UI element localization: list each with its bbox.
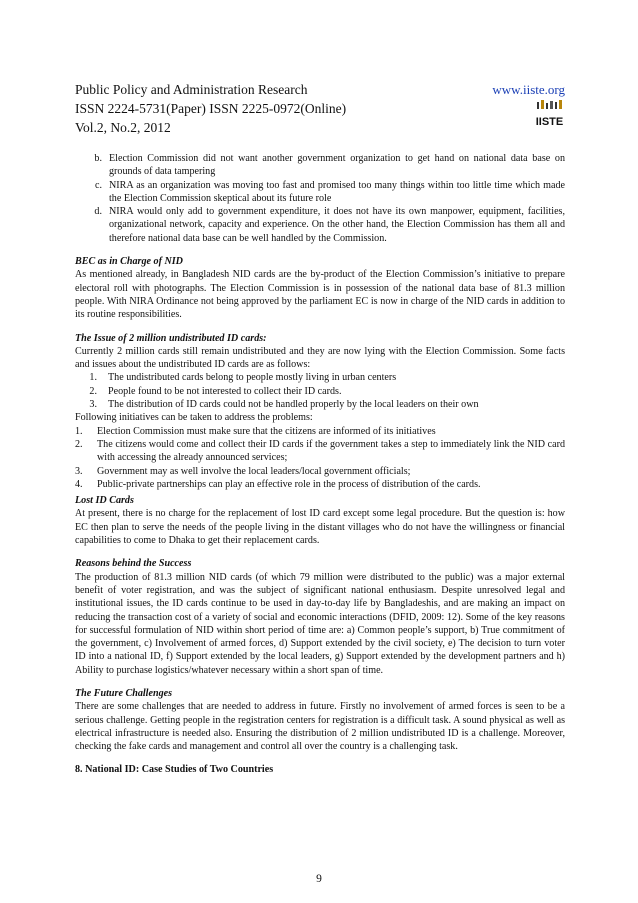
list-item bbox=[75, 385, 565, 398]
list-item-text: NIRA as an organization was moving too fast and promised too many things within too little time which made the Election Commission skeptical about its future role bbox=[109, 179, 565, 204]
bec-heading: BEC as in Charge of NID bbox=[75, 256, 183, 268]
list-item bbox=[75, 371, 565, 384]
list-item-text: Election Commission did not want another government organization to get hand on national data base on grounds of data tampering bbox=[109, 153, 565, 178]
reasons-heading: Reasons behind the Success bbox=[75, 558, 192, 570]
initiatives-intro: Following initiatives can be taken to address the problems: bbox=[75, 412, 313, 424]
list-item-text: Government may as well involve the local leaders/local government officials; bbox=[97, 465, 411, 477]
list-item-text: Election Commission must make sure that the citizens are informed of its initiatives bbox=[97, 425, 436, 437]
list-item bbox=[75, 205, 565, 245]
list-marker: 3. bbox=[89, 399, 97, 411]
list-marker: c. bbox=[94, 179, 102, 191]
future-paragraph: There are some challenges that are needed to address in future. Firstly no involvement of armed forces is seen to be a serious challenge. Getting people in the registration centers for registration is a difficult task. A sound physical as well as electrical infrastructure is needed also. Ensuring the distribution of 2 million undistributed ID is a challenge. Moreover, checking the fake cards and management and control all over the country is a challenging task. bbox=[75, 701, 565, 753]
list-item-text: NIRA would only add to government expenditure, it does not have its own manpower, equipment, facilities, organizational network, capacity and experience. On the other hand, the Election Commission has them all and therefore national data base can be well handled by the Commission. bbox=[109, 206, 565, 244]
list-item bbox=[75, 398, 565, 411]
header-line-1 bbox=[75, 80, 565, 99]
section-8-heading: 8. National ID: Case Studies of Two Countries bbox=[75, 764, 274, 776]
reasons-paragraph: The production of 81.3 million NID cards (of which 79 million were distributed to the public) was a major external benefit of voter registration, and was the subject of significant national enthusiasm. Despite unresolved legal and institutional issues, the ID cards continue to be used in day-to-day life by Bangladeshis, and are making an impact on reducing the transaction cost of a variety of social and economic interactions (DFID, 2009: 12). Some of the key reasons for successful formulation of NID within short period of time are: a) Common people’s support, b) True commitment of the government, c) Involvement of armed forces, d) Support extended by the civil society, e) The decision to turn voter ID into a national ID, f) Support extended by the local leaders, g) Support extended by the development partners and h) Ability to purchase logistics/whatever necessary within a short span of time. bbox=[75, 571, 565, 676]
initiatives-list bbox=[75, 425, 565, 491]
list-marker: d. bbox=[94, 206, 102, 218]
iiste-logo-icon bbox=[534, 100, 565, 128]
header-line-2 bbox=[75, 99, 565, 118]
list-marker: 2. bbox=[89, 385, 97, 397]
list-marker: 2. bbox=[75, 438, 83, 450]
journal-volume: Vol.2, No.2, 2012 bbox=[75, 120, 171, 135]
bec-paragraph: As mentioned already, in Bangladesh NID cards are the by-product of the Election Commission’s initiative to prepare electoral roll with photographs. The Election Commission is in possession of the national data base of 81.3 million people. With NIRA Ordinance not being approved by the parliament EC is now in charge of the NID cards in addition to its routine responsibilities. bbox=[75, 269, 565, 321]
list-marker: 1. bbox=[89, 372, 97, 384]
list-marker: 3. bbox=[75, 465, 83, 477]
list-item bbox=[75, 425, 565, 438]
list-marker: 4. bbox=[75, 478, 83, 490]
journal-issn: ISSN 2224-5731(Paper) ISSN 2225-0972(Online) bbox=[75, 101, 347, 116]
header-line-3 bbox=[75, 118, 565, 137]
list-item-text: The distribution of ID cards could not be handled properly by the local leaders on their own bbox=[108, 399, 479, 411]
list-item bbox=[75, 465, 565, 478]
page-body bbox=[75, 152, 565, 777]
issue-heading: The Issue of 2 million undistributed ID cards: bbox=[75, 332, 267, 344]
list-marker: b. bbox=[94, 153, 102, 164]
page-header bbox=[75, 80, 565, 137]
issue-facts-list bbox=[75, 371, 565, 411]
list-marker: 1. bbox=[75, 425, 83, 437]
lost-paragraph: At present, there is no charge for the replacement of lost ID card except some legal procedure. But the question is: how EC then plan to serve the needs of the people living in the distant villages who do not have the willingness or financial capabilities to come to Dhaka to get their replacement cards. bbox=[75, 508, 565, 547]
journal-title: Public Policy and Administration Research bbox=[75, 82, 308, 97]
future-heading: The Future Challenges bbox=[75, 687, 173, 699]
list-item bbox=[75, 152, 565, 179]
lost-heading: Lost ID Cards bbox=[75, 495, 134, 507]
list-item-text: Public-private partnerships can play an effective role in the process of distribution of the cards. bbox=[97, 478, 481, 490]
logo-text: IISTE bbox=[535, 116, 564, 128]
list-item-text: The citizens would come and collect their ID cards if the government takes a step to immediately link the NID card with accessing the already announced services; bbox=[97, 438, 565, 464]
list-item bbox=[75, 478, 565, 491]
issue-paragraph: Currently 2 million cards still remain undistributed and they are now lying with the Election Commission. Some facts and issues about the undistributed ID cards are as follows: bbox=[75, 345, 565, 371]
page-number: 9 bbox=[316, 873, 322, 885]
list-item-text: People found to be not interested to collect their ID cards. bbox=[108, 385, 342, 397]
list-item bbox=[75, 438, 565, 465]
journal-url[interactable]: www.iiste.org bbox=[492, 82, 565, 97]
nira-objection-list bbox=[75, 152, 565, 245]
list-item-text: The undistributed cards belong to people mostly living in urban centers bbox=[108, 372, 397, 384]
list-item bbox=[75, 179, 565, 206]
